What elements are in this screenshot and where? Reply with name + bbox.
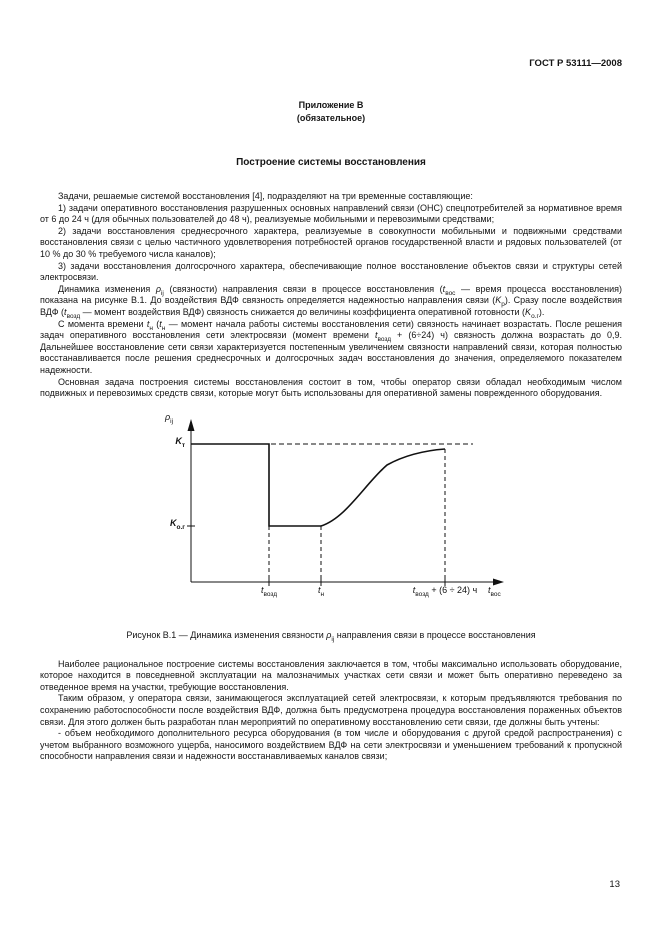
figure-caption: Рисунок В.1 — Динамика изменения связности $\rho_{ij}$ направления связи в процессе восстановления <box>126 629 536 643</box>
body-paragraph: Динамика изменения $\rho_{ij}$ (связности) направления связи в процессе восстановления ($t_{вос}$ — время процесса восстановления) показана на рисунке В.1. До воздействия ВДФ связность определяется надежностью направления связи $(K_р)$. Сразу после воздействия ВДФ ($t_{возд}$ — момент воздействия ВДФ) связность снижается до величины коэффициента оперативной готовности $(K_{о.г})$. <box>40 283 622 320</box>
list-item: 3) задачи восстановления долгосрочного характера, обеспечивающие полное восстановление объектов связи и структуры сетей электросвязи. <box>40 260 622 283</box>
connectivity-step <box>191 444 321 526</box>
x-tick-t3-label: $t_{возд} + (6 \div 24)$ ч <box>412 584 478 598</box>
appendix-heading <box>40 99 622 125</box>
bullet-item: - объем необходимого дополнительного ресурса оборудования (в том числе и оборудования с другой средой распространения) с учетом выбранного возможного ущерба, наносимого воздействием ВДФ на сети электросвязи и уменьшением требований к пропускной способности направления связи и надежности восстанавливаемых каналов связи; <box>40 728 622 762</box>
x-axis-label: $t_{вос}$ <box>488 584 501 598</box>
body-paragraph: Задачи, решаемые системой восстановления [4], подразделяют на три временные составляющие: <box>58 191 473 201</box>
level-kt-label: $K_т$ <box>175 435 185 449</box>
page-number: 13 <box>609 879 620 890</box>
figure-plot <box>141 411 521 614</box>
appendix-label: Приложение В <box>298 100 364 110</box>
body-paragraph: Основная задача построения системы восстановления состоит в том, чтобы оператор связи обладал необходимым числом подвижных и перевозимых средств связи, которые могут быть использованы для оперативной замены поврежденного оборудования. <box>40 376 622 399</box>
body-paragraph: Наиболее рациональное построение системы восстановления заключается в том, чтобы максимально использовать оборудование, которое находится в повседневной эксплуатации на малозначимых участках сети связи и может быть оперативно переведено за отведенное время на участки, требующие восстановления. <box>40 658 622 692</box>
page-title: Построение системы восстановления <box>236 157 426 168</box>
y-axis-label: $\rho_{ij}$ <box>165 411 174 425</box>
y-axis-arrow-icon <box>188 419 195 431</box>
x-tick-tn-label: $t_н$ <box>317 584 325 598</box>
x-tick-tvozd-label: $t_{возд}$ <box>260 584 278 598</box>
document-number: ГОСТ Р 53111—2008 <box>529 58 622 69</box>
body-paragraph: Таким образом, у оператора связи, занимающегося эксплуатацией сетей электросвязи, к которым предъявляются требования по сохранению работоспособности после воздействия ВДФ, должна быть предусмотрена процедура восстановления пораженных объектов связи. Для этого должен быть разработан план мероприятий по оперативному восстановлению сети связи, где должны быть учтены: <box>40 693 622 727</box>
figure-plot-area <box>141 411 521 614</box>
connectivity-curve <box>321 449 445 526</box>
body-paragraph: С момента времени $t_н$ ($t_н$ — момент начала работы системы восстановления сети) связность начинает возрастать. После решения задач оперативного восстановления сети электросвязи (момент времени $t_{возд} + (6\div 24)$ ч) связность должна возрастать до 0,9. Дальнейшее восстановление сети связи характеризуется постепенным увеличением связности направлений связи, которая полностью восстанавливается после решения среднесрочных и долгосрочных задач восстановления до значения, определяемого показателем надежности. <box>40 318 622 375</box>
list-item: 1) задачи оперативного восстановления разрушенных основных направлений связи (ОНС) спецпотребителей за нормативное время от 6 до 24 ч (для обычных пользователей до 48 ч), реализуемые мобильными и перевозимыми средствами; <box>40 202 622 225</box>
level-kog-label: $K_{о.г}$ <box>170 517 185 531</box>
figure-b1 <box>40 411 622 643</box>
list-item: 2) задачи восстановления среднесрочного характера, реализуемые в совокупности мобильными и подвижными средствами восстановления связи с целью частичного удовлетворения потребностей органов государственной власти и рядовых пользователей (от 10 % до 30 % требуемого числа каналов); <box>40 225 622 259</box>
body-text-top <box>40 191 622 400</box>
appendix-type: (обязательное) <box>296 113 366 123</box>
body-text-bottom <box>40 659 622 763</box>
